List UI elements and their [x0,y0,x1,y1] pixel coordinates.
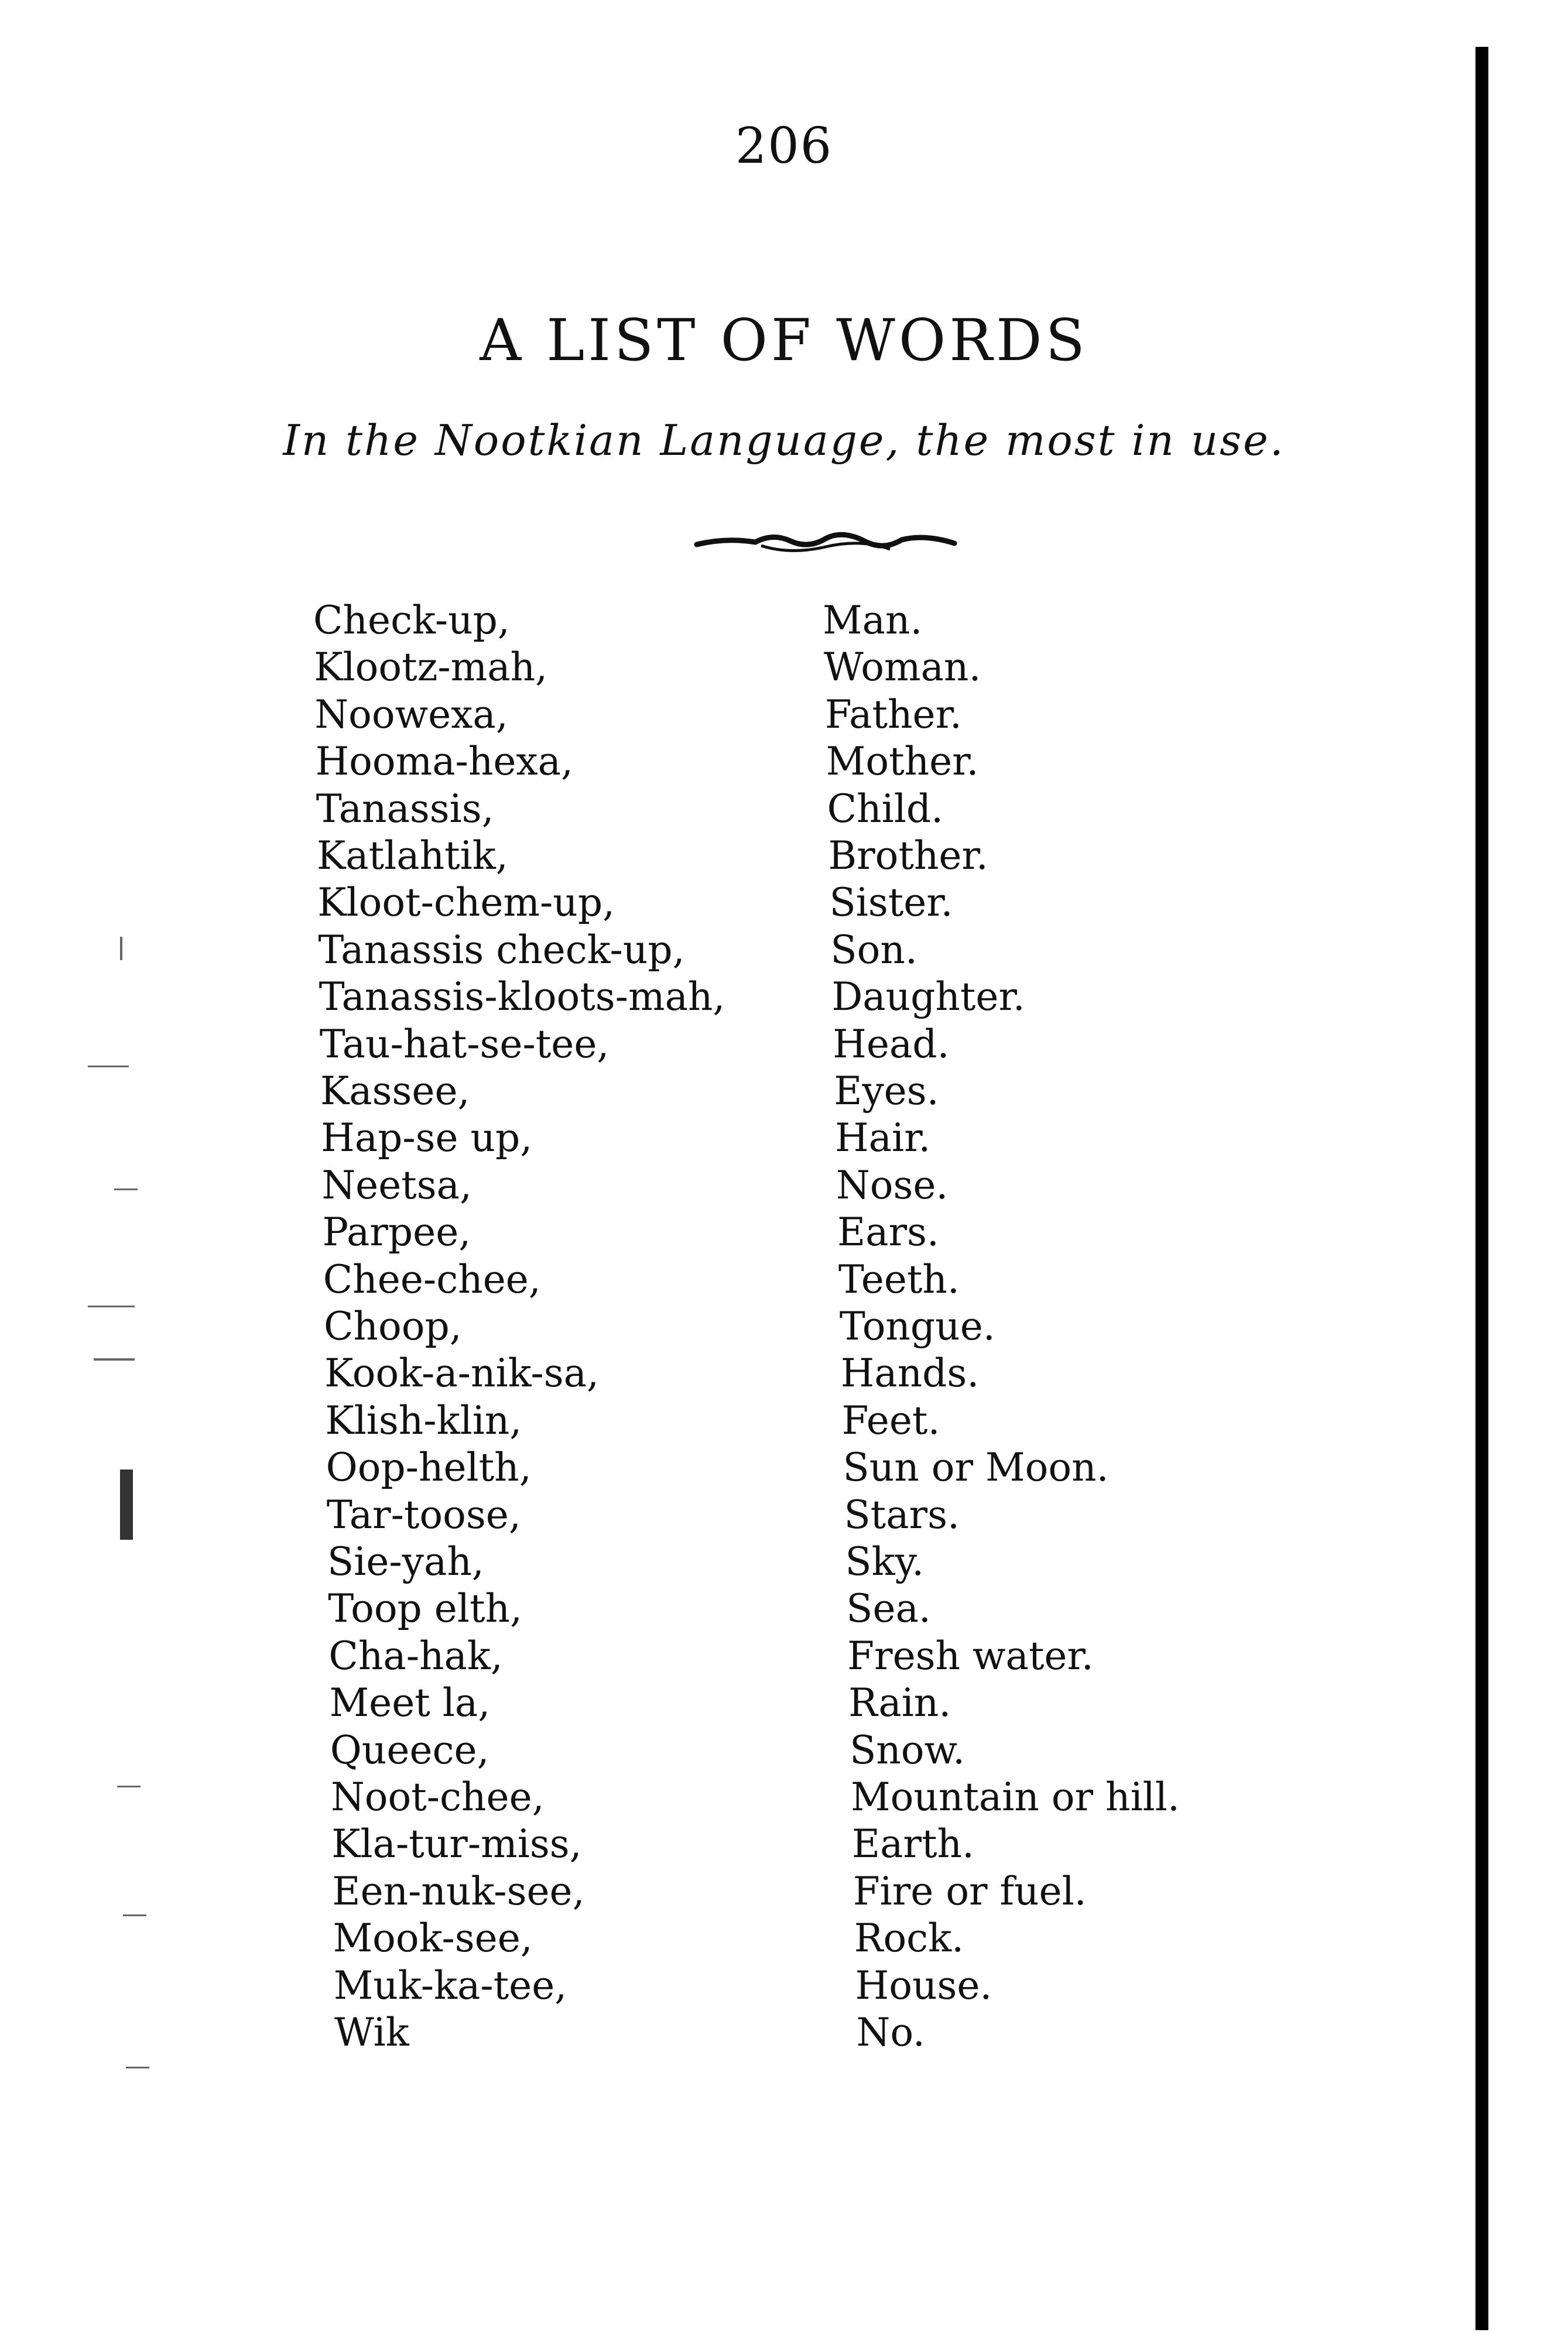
native-word: Een-nuk-see, [332,1868,585,1914]
english-meaning: Rain. [848,1680,951,1726]
native-word: Oop-helth, [326,1445,532,1491]
native-word: Tau-hat-se-tee, [319,1021,610,1067]
page-binding-edge [1475,47,1488,2330]
word-row [319,974,1197,1020]
english-meaning: Hair. [835,1115,931,1161]
word-row [325,1398,1203,1444]
word-row [314,691,1193,738]
margin-mark [94,1358,135,1361]
native-word: Chee-chee, [323,1256,541,1302]
english-meaning: Father. [824,691,962,737]
english-meaning: Rock. [854,1916,964,1961]
word-row [327,1492,1205,1539]
word-row [324,1350,1203,1397]
margin-mark [88,1306,135,1307]
page-title: A LIST OF WORDS [480,307,1088,374]
native-word: Katlahtik, [317,833,508,878]
word-row [314,644,1192,691]
native-word: Tanassis-kloots-mah, [319,974,725,1020]
word-row [321,1115,1199,1162]
word-row [318,927,1196,974]
word-row [326,1444,1204,1491]
native-word: Choop, [324,1304,462,1349]
native-word: Sie-yah, [327,1539,484,1584]
word-row [330,1727,1208,1774]
page-number: 206 [735,117,833,174]
word-row [332,1868,1210,1915]
word-row [316,738,1194,785]
word-row [327,1539,1206,1585]
native-word: Meet la, [329,1680,491,1726]
ornament-divider-icon [691,521,960,562]
english-meaning: Snow. [850,1727,966,1773]
native-word: Kla-tur-miss, [331,1821,582,1867]
native-word: Tar-toose, [326,1492,521,1537]
english-meaning: Sea. [846,1586,931,1632]
margin-mark [123,1914,146,1916]
word-row [334,2009,1213,2056]
english-meaning: No. [856,2010,925,2055]
word-row [328,1585,1206,1632]
word-row [328,1633,1207,1680]
english-meaning: Head. [833,1021,950,1067]
english-meaning: Tongue. [839,1304,995,1349]
margin-mark [120,937,122,960]
english-meaning: Fire or fuel. [853,1868,1087,1914]
margin-mark [120,1470,133,1540]
native-word: Muk-ka-tee, [333,1962,567,2008]
english-meaning: Mother. [826,739,979,785]
native-word: Kassee, [320,1068,470,1114]
english-meaning: Daughter. [831,974,1025,1020]
word-row [331,1821,1210,1868]
english-meaning: House. [855,1962,992,2008]
page-subtitle: In the Nootkian Language, the most in use. [283,416,1285,465]
native-word: Cha-hak, [328,1633,503,1679]
margin-mark [88,1066,129,1067]
margin-mark [117,1786,141,1787]
english-meaning: Eyes. [834,1068,939,1114]
native-word: Hooma-hexa, [315,739,573,785]
native-word: Toop elth, [328,1586,522,1632]
word-row [324,1303,1202,1350]
native-word: Mook-see, [333,1916,533,1961]
english-meaning: Son. [830,927,917,972]
english-meaning: Ears. [837,1210,939,1255]
english-meaning: Man. [823,598,923,643]
english-meaning: Nose. [836,1162,949,1208]
word-row [323,1209,1201,1256]
word-row [333,1915,1211,1962]
english-meaning: Mountain or hill. [851,1775,1180,1820]
word-row [331,1774,1209,1821]
native-word: Klootz-mah, [314,645,548,690]
native-word: Parpee, [322,1210,471,1255]
english-meaning: Child. [827,786,944,831]
native-word: Tanassis, [316,786,494,831]
native-word: Klish-klin, [325,1398,522,1443]
word-row [313,597,1192,644]
word-row [321,1162,1200,1209]
native-word: Queece, [330,1727,489,1773]
native-word: Kloot-chem-up, [317,880,615,926]
margin-mark [114,1188,138,1190]
english-meaning: Teeth. [838,1256,960,1302]
english-meaning: Fresh water. [847,1633,1094,1679]
english-meaning: Stars. [844,1492,960,1537]
word-row [320,1021,1198,1068]
word-row [323,1256,1201,1303]
native-word: Tanassis check-up, [318,927,685,972]
native-word: Wik [334,2010,409,2055]
word-row [316,786,1194,833]
word-row [317,833,1195,879]
word-row [320,1068,1199,1115]
english-meaning: Sister. [829,880,953,926]
english-meaning: Sun or Moon. [843,1445,1109,1491]
english-meaning: Hands. [840,1351,980,1396]
native-word: Noot-chee, [331,1775,545,1820]
native-word: Neetsa, [321,1162,472,1208]
word-row [317,879,1196,926]
native-word: Noowexa, [314,691,508,737]
english-meaning: Earth. [851,1821,974,1867]
english-meaning: Woman. [823,645,981,690]
word-row [334,1962,1212,2009]
margin-mark [126,2067,149,2068]
word-row [330,1680,1208,1727]
english-meaning: Sky. [845,1539,925,1584]
native-word: Kook-a-nik-sa, [324,1351,599,1396]
english-meaning: Feet. [841,1398,940,1443]
native-word: Hap-se up, [321,1115,533,1161]
native-word: Check-up, [313,598,510,643]
english-meaning: Brother. [828,833,988,878]
